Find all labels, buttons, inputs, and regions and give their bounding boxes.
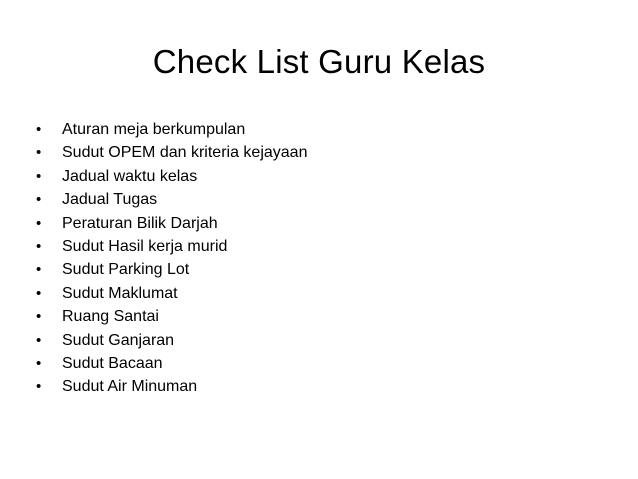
- bullet-icon: •: [36, 378, 42, 396]
- list-item-text: Ruang Santai: [62, 308, 159, 326]
- list-item-text: Peraturan Bilik Darjah: [62, 214, 218, 232]
- list-item-text: Sudut Bacaan: [62, 354, 163, 372]
- bullet-icon: •: [36, 331, 42, 349]
- list-item-text: Sudut Air Minuman: [62, 378, 198, 396]
- list-item: [36, 141, 307, 164]
- bullet-icon: •: [36, 191, 42, 209]
- bullet-icon: •: [36, 308, 42, 326]
- slide-title: Check List Guru Kelas: [152, 43, 486, 80]
- bullet-icon: •: [36, 121, 42, 138]
- list-item: [36, 282, 307, 305]
- list-item-text: Sudut Maklumat: [62, 284, 178, 302]
- list-item-text: Sudut Parking Lot: [62, 261, 190, 279]
- list-item: [36, 235, 307, 258]
- list-item: [36, 188, 307, 211]
- list-item-text: Sudut Ganjaran: [62, 331, 175, 349]
- bullet-icon: •: [36, 237, 42, 255]
- list-item-text: Jadual waktu kelas: [62, 167, 198, 185]
- bullet-icon: •: [36, 144, 42, 162]
- list-item: [36, 165, 307, 188]
- list-item: [36, 305, 307, 328]
- list-item: [36, 352, 307, 375]
- list-item: [36, 329, 307, 352]
- bullet-icon: •: [36, 167, 42, 185]
- list-item-text: Jadual Tugas: [62, 191, 158, 209]
- bullet-icon: •: [36, 284, 42, 302]
- bullet-icon: •: [36, 354, 42, 372]
- list-item-text: Sudut OPEM dan kriteria kejayaan: [62, 144, 308, 162]
- list-item: [36, 118, 307, 141]
- list-item-text: Aturan meja berkumpulan: [62, 121, 246, 138]
- bullet-icon: •: [36, 214, 42, 232]
- list-item: [36, 212, 307, 235]
- checklist: [36, 118, 307, 399]
- list-item: [36, 375, 307, 398]
- bullet-icon: •: [36, 261, 42, 279]
- list-item-text: Sudut Hasil kerja murid: [62, 237, 228, 255]
- list-item: [36, 258, 307, 281]
